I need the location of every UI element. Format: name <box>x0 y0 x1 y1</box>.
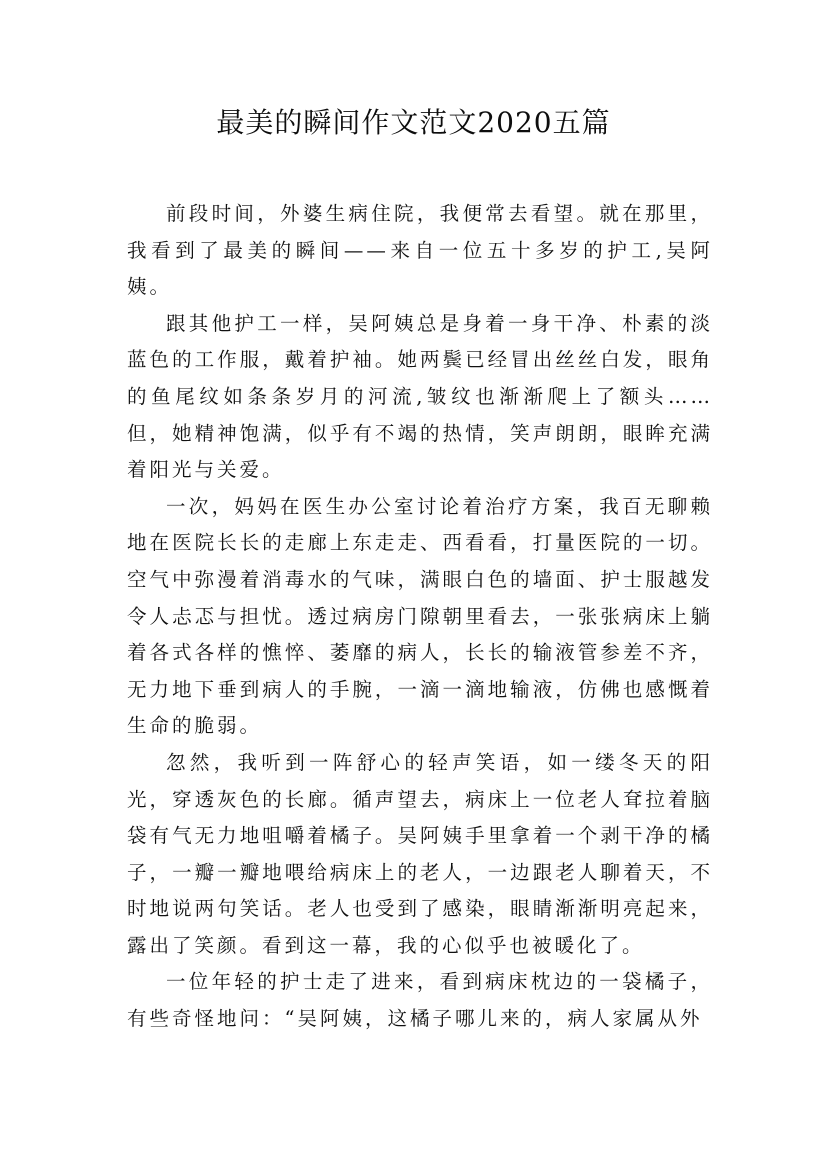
paragraph-3: 一次，妈妈在医生办公室讨论着治疗方案，我百无聊赖地在医院长长的走廊上东走走、西看看，打量医院的一切。空气中弥漫着消毒水的气味，满眼白色的墙面、护士服越发令人忐忑与担忧。透过病房门隙朝里看去，一张张病床上躺着各式各样的憔悴、萎靡的病人，长长的输液管参差不齐，无力地下垂到病人的手腕，一滴一滴地输液，仿佛也感慨着生命的脆弱。 <box>127 494 713 738</box>
paragraph-2: 跟其他护工一样，吴阿姨总是身着一身干净、朴素的淡蓝色的工作服，戴着护袖。她两鬓已经冒出丝丝白发，眼角的鱼尾纹如条条岁月的河流,皱纹也渐渐爬上了额头……但，她精神饱满，似乎有不竭的热情，笑声朗朗，眼眸充满着阳光与关爱。 <box>127 311 713 482</box>
document-body <box>127 196 713 1038</box>
paragraph-4: 忽然，我听到一阵舒心的轻声笑语，如一缕冬天的阳光，穿透灰色的长廊。循声望去，病床上一位老人耷拉着脑袋有气无力地咀嚼着橘子。吴阿姨手里拿着一个剥干净的橘子，一瓣一瓣地喂给病床上的老人，一边跟老人聊着天，不时地说两句笑话。老人也受到了感染，眼睛渐渐明亮起来，露出了笑颜。看到这一幕，我的心似乎也被暖化了。 <box>127 750 713 957</box>
document-title: 最美的瞬间作文范文2020五篇 <box>216 106 611 139</box>
paragraph-1: 前段时间，外婆生病住院，我便常去看望。就在那里，我看到了最美的瞬间——来自一位五十多岁的护工,吴阿姨。 <box>127 202 713 299</box>
paragraph-5: 一位年轻的护士走了进来，看到病床枕边的一袋橘子，有些奇怪地问：“吴阿姨，这橘子哪儿来的，病人家属从外 <box>127 970 713 1031</box>
